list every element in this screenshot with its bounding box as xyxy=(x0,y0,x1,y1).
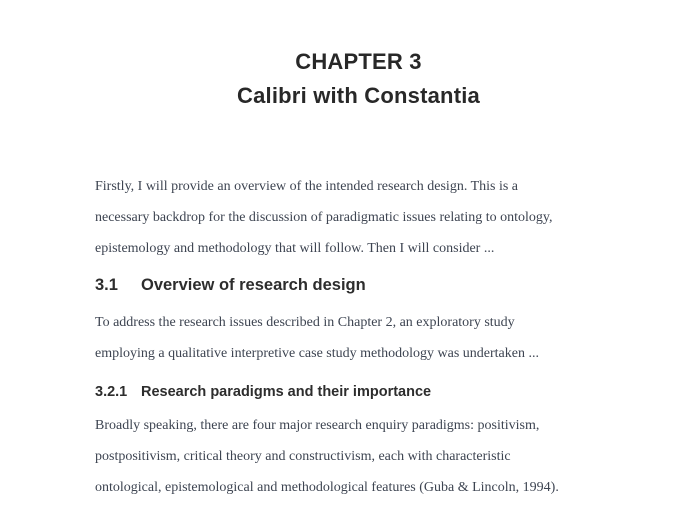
section-3-1-paragraph xyxy=(95,307,539,369)
text-line: epistemology and methodology that will follow. Then I will consider ... xyxy=(95,241,495,256)
text-line: necessary backdrop for the discussion of paradigmatic issues relating to ontology, xyxy=(95,210,553,225)
text-line: employing a qualitative interpretive case study methodology was undertaken ... xyxy=(95,346,539,361)
section-3-2-1-paragraph xyxy=(95,410,559,503)
chapter-number-heading: CHAPTER 3 xyxy=(295,49,422,74)
text-line: postpositivism, critical theory and constructivism, each with characteristic xyxy=(95,449,511,464)
text-line: ontological, epistemological and methodological features (Guba & Lincoln, 1994). xyxy=(95,480,559,495)
section-heading-3-2-1 xyxy=(95,382,431,402)
text-line: To address the research issues described in Chapter 2, an exploratory study xyxy=(95,315,515,330)
chapter-title-block xyxy=(95,45,622,113)
text-line: Firstly, I will provide an overview of the intended research design. This is a xyxy=(95,179,519,194)
intro-paragraph xyxy=(95,171,552,264)
section-heading-label: Research paradigms and their importance xyxy=(141,384,432,400)
text-line: Broadly speaking, there are four major research enquiry paradigms: positivism, xyxy=(95,418,540,433)
chapter-name-heading: Calibri with Constantia xyxy=(237,83,480,108)
section-heading-3-1 xyxy=(95,274,366,296)
section-heading-label: Overview of research design xyxy=(141,276,366,294)
section-number: 3.1 xyxy=(95,276,118,294)
section-number: 3.2.1 xyxy=(95,384,128,400)
